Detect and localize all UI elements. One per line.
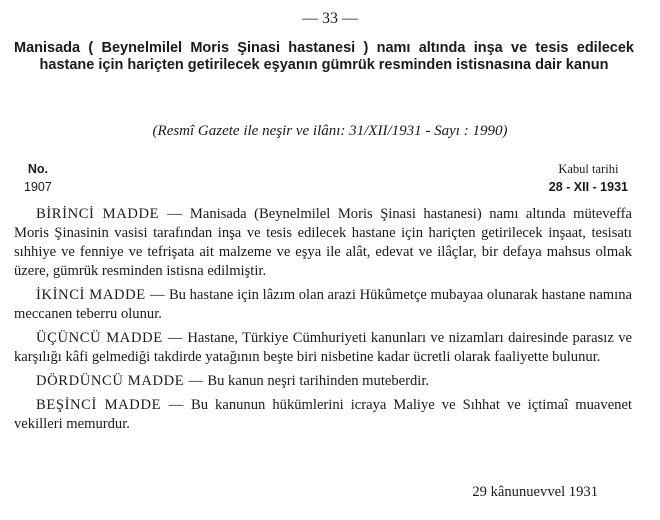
acceptance-date-block	[549, 160, 628, 196]
article-text: Bu hastane için lâzım olan arazi Hükûmetçe mubayaa olunarak hastane namına meccanen teberru olunur.	[14, 287, 632, 322]
article-heading: ÜÇÜNCÜ MADDE —	[36, 330, 183, 346]
article-text: Bu kanun neşri tarihinden muteberdir.	[207, 373, 430, 389]
article-4	[14, 372, 632, 391]
law-number-value: 1907	[24, 180, 52, 194]
signoff-date: 29 kânunuevvel 1931	[472, 484, 598, 500]
articles	[14, 205, 632, 439]
article-heading: BEŞİNCİ MADDE —	[36, 397, 184, 413]
law-number-block	[24, 160, 52, 196]
article-text: Manisada (Beynelmilel Moris Şinasi hastanesi) namı altında müteveffa Moris Şinasinin vasisi tarafından inşa ve tesis edilecek hastane için hariçten getirilecek inşaat, tesisatı sıhhiye ve fenniye ve tefrişata ait malzeme ve eşya ile alât, edevat ve ilâçlar, bir defaya mahsus olmak üzere, gümrük resminden istisna edilmiştir.	[14, 206, 632, 279]
article-text: Bu kanunun hükümlerini icraya Maliye ve Sıhhat ve içtimaî muavenet vekilleri memurdur.	[14, 397, 633, 432]
article-heading: İKİNCİ MADDE —	[36, 287, 166, 303]
acceptance-label: Kabul tarihi	[558, 162, 619, 176]
page-number: — 33 —	[302, 10, 358, 27]
article-3	[14, 329, 632, 367]
law-title: Manisada ( Beynelmilel Moris Şinasi hastanesi ) namı altında inşa ve tesis edilecek hastane için hariçten getirilecek eşyanın gümrük resminden istisnasına dair kanun	[14, 40, 634, 73]
article-heading: DÖRDÜNCÜ MADDE —	[36, 373, 204, 389]
article-text: Hastane, Türkiye Cümhuriyeti kanunları ve nizamları dairesinde parasız ve karşılığı kâfi gelmediği takdirde yatağının beşte biri nisbetine kadar ücretli olarak faaliyette bulunur.	[14, 330, 632, 365]
article-2	[14, 286, 632, 324]
acceptance-date: 28 - XII - 1931	[548, 180, 628, 194]
article-heading: BİRİNCİ MADDE —	[36, 206, 183, 222]
article-1	[14, 205, 632, 281]
law-number-label: No.	[27, 162, 48, 176]
gazette-note: (Resmî Gazete ile neşir ve ilânı: 31/XII/1931 - Sayı : 1990)	[152, 123, 508, 139]
article-5	[14, 396, 632, 434]
